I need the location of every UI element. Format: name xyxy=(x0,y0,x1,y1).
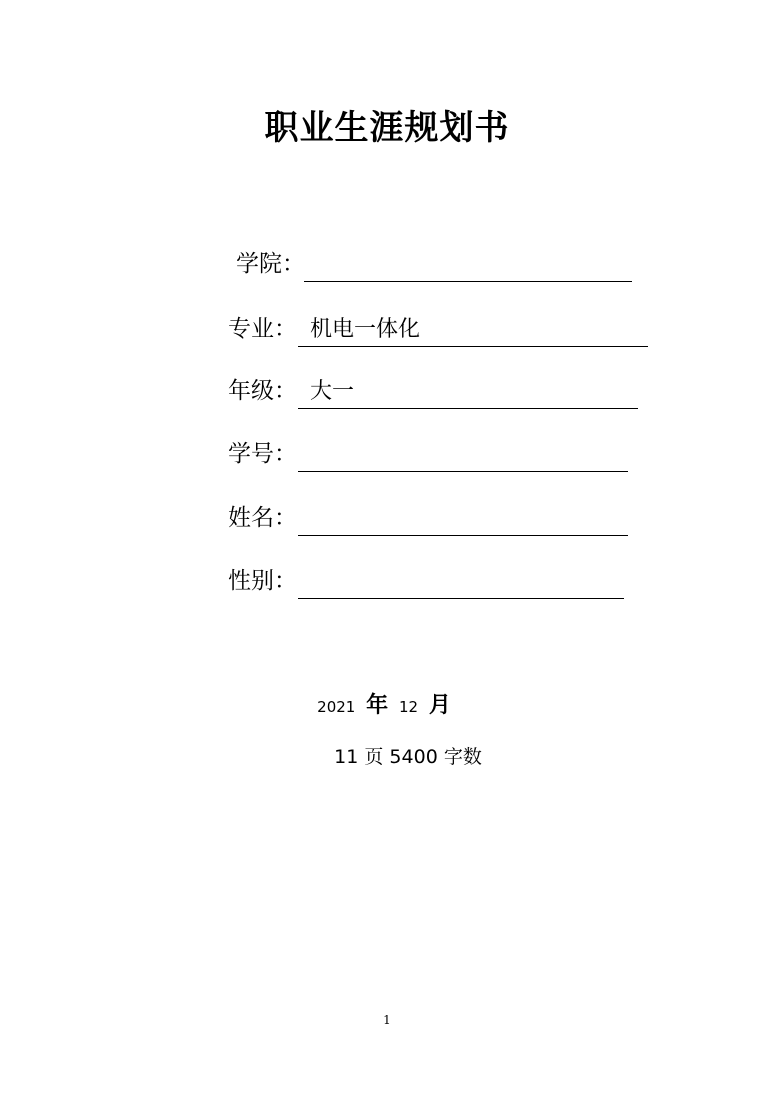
date-month-unit: 月 xyxy=(428,693,451,718)
document-title: 职业生涯规划书 xyxy=(264,108,510,148)
field-label: 年级： xyxy=(228,378,297,404)
underline xyxy=(298,568,624,599)
field-student-id xyxy=(228,432,628,472)
underline xyxy=(298,441,628,472)
page-number: 1 xyxy=(383,1013,391,1027)
field-label: 学院： xyxy=(236,251,305,277)
date-month: 12 xyxy=(398,698,419,716)
date-year: 2021 xyxy=(317,698,356,716)
field-value: 大一 xyxy=(310,379,355,404)
field-major xyxy=(228,307,648,347)
underline xyxy=(304,251,632,282)
field-label: 专业： xyxy=(228,316,297,342)
field-label: 姓名： xyxy=(228,505,297,531)
underline xyxy=(298,378,638,409)
field-label: 学号： xyxy=(228,441,297,467)
field-value: 机电一体化 xyxy=(310,317,421,342)
underline xyxy=(298,316,648,347)
field-name xyxy=(228,496,628,536)
underline xyxy=(298,505,628,536)
field-gender xyxy=(228,559,626,599)
field-college xyxy=(236,242,636,282)
field-label: 性别： xyxy=(228,568,297,594)
date-year-unit: 年 xyxy=(366,693,389,718)
page-word-count: 11 页 5400 字数 xyxy=(334,746,482,768)
field-grade xyxy=(228,369,638,409)
document-date xyxy=(0,688,774,719)
